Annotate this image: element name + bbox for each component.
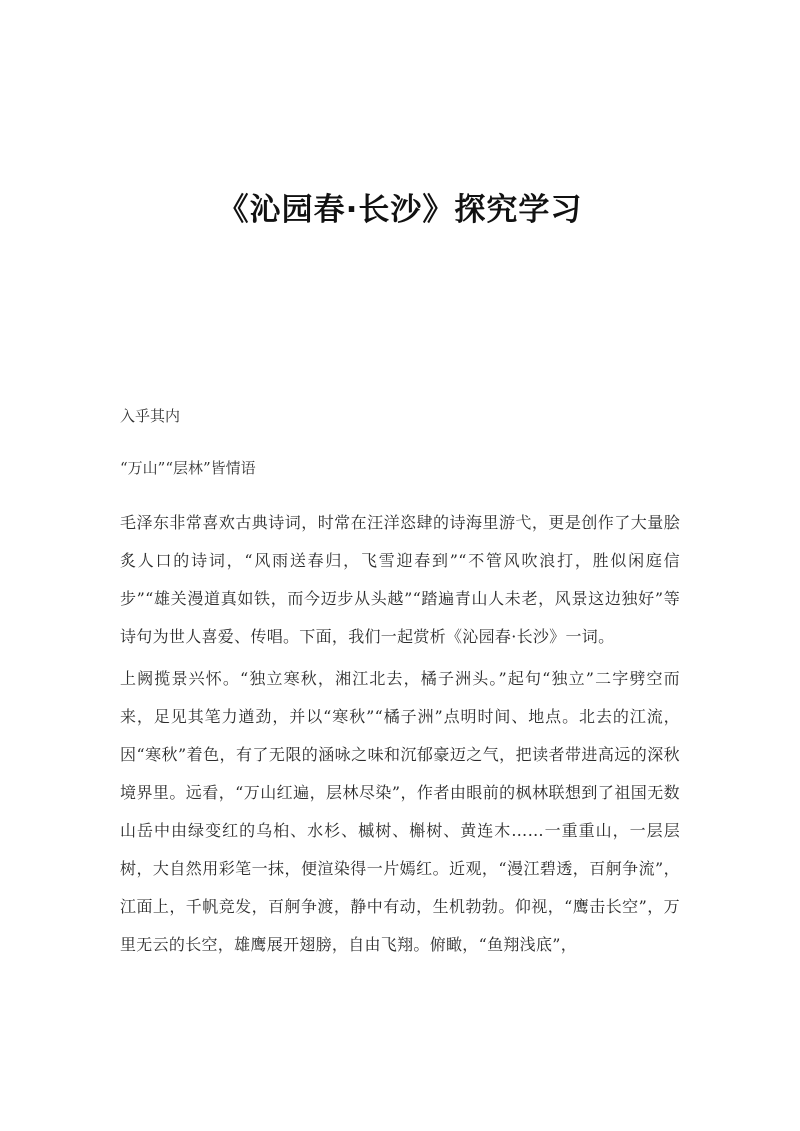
section-heading: 入乎其内 [120,407,181,425]
paragraph-intro: 毛泽东非常喜欢古典诗词，时常在汪洋恣肆的诗海里游弋，更是创作了大量脍炙人口的诗词，“风雨送春归，飞雪迎春到”“不管风吹浪打，胜似闲庭信步”“雄关漫道真如铁，而今迈步从头越”“踏遍青山人未老，风景这边独好”等诗句为世人喜爱、传唱。下面，我们一起赏析《沁园春·长沙》一词。 [120,513,680,646]
subheading: “万山”“层林”皆情语 [120,459,256,477]
page-title: 《沁园春·长沙》探究学习 [217,192,583,228]
document-body [120,406,680,968]
paragraph-analysis: 上阙揽景兴怀。“独立寒秋，湘江北去，橘子洲头。”起句“独立”二字劈空而来，足见其笔力遒劲，并以“寒秋”“橘子洲”点明时间、地点。北去的江流，因“寒秋”着色，有了无限的涵咏之味和沉郁豪迈之气，把读者带进高远的深秋境界里。远看，“万山红遍，层林尽染”，作者由眼前的枫林联想到了祖国无数山岳中由绿变红的乌桕、水杉、槭树、槲树、黄连木……一重重山，一层层树，大自然用彩笔一抹，便渲染得一片嫣红。近观，“漫江碧透，百舸争流”，江面上，千帆竞发，百舸争渡，静中有动，生机勃勃。仰视，“鹰击长空”，万里无云的长空，雄鹰展开翅膀，自由飞翔。俯瞰，“鱼翔浅底”， [120,669,680,954]
